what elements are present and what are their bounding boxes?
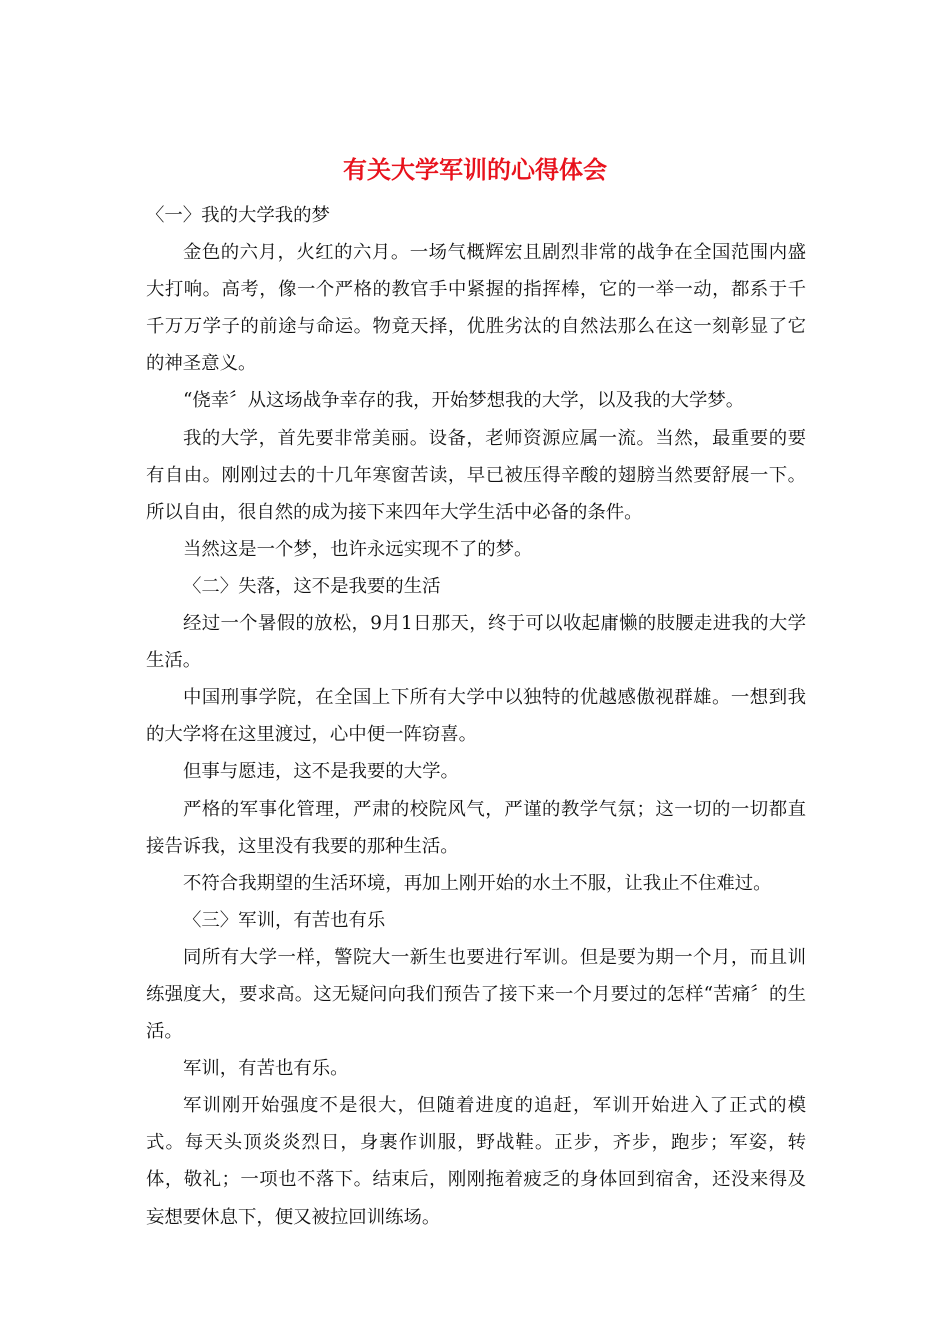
paragraph: 经过一个暑假的放松，9月1日那天，终于可以收起庸懒的肢腰走进我的大学生活。 [146, 613, 806, 672]
paragraph: “侥幸〞从这场战争幸存的我，开始梦想我的大学，以及我的大学梦。 [183, 390, 745, 412]
paragraph: 同所有大学一样，警院大一新生也要进行军训。但是要为期一个月，而且训练强度大，要求高。这无疑问向我们预告了接下来一个月要过的怎样“苦痛〞的生活。 [146, 946, 806, 1043]
paragraph: 军训刚开始强度不是很大，但随着进度的追赶，军训开始进入了正式的模式。每天头顶炎炎烈日，身裹作训服，野战鞋。正步，齐步，跑步；军姿，转体，敬礼；一项也不落下。结束后，刚刚拖着疲乏的身体回到宿舍，还没来得及妄想要休息下，便又被拉回训练场。 [146, 1095, 806, 1228]
paragraph: 严格的军事化管理，严肃的校院风气，严谨的教学气氛；这一切的一切都直接告诉我，这里没有我要的那种生活。 [146, 798, 806, 857]
paragraph: 但事与愿违，这不是我要的大学。 [183, 761, 459, 783]
paragraph: 军训，有苦也有乐。 [183, 1058, 349, 1080]
paragraph: 当然这是一个梦，也许永远实现不了的梦。 [183, 538, 533, 560]
section-heading-2: 〈二〉失落，这不是我要的生活 [183, 575, 441, 597]
section-heading-3: 〈三〉军训，有苦也有乐 [183, 909, 386, 931]
paragraph: 金色的六月，火红的六月。一场气概辉宏且剧烈非常的战争在全国范围内盛大打响。高考，像一个严格的教官手中紧握的指挥棒，它的一举一动，都系于千千万万学子的前途与命运。物竟天择，优胜劣汰的自然法那么在这一刻彰显了它的神圣意义。 [146, 242, 806, 375]
document-title: 有关大学军训的心得体会 [343, 156, 607, 184]
paragraph: 我的大学，首先要非常美丽。设备，老师资源应属一流。当然，最重要的要有自由。刚刚过去的十几年寒窗苦读，早已被压得辛酸的翅膀当然要舒展一下。所以自由，很自然的成为接下来四年大学生活中必备的条件。 [146, 427, 806, 523]
paragraph: 中国刑事学院，在全国上下所有大学中以独特的优越感傲视群雄。一想到我的大学将在这里渡过，心中便一阵窃喜。 [146, 687, 806, 746]
section-heading-1: 〈一〉我的大学我的梦 [146, 205, 330, 226]
document-body [146, 197, 806, 1236]
paragraph: 不符合我期望的生活环境，再加上刚开始的水土不服，让我止不住难过。 [183, 872, 772, 894]
